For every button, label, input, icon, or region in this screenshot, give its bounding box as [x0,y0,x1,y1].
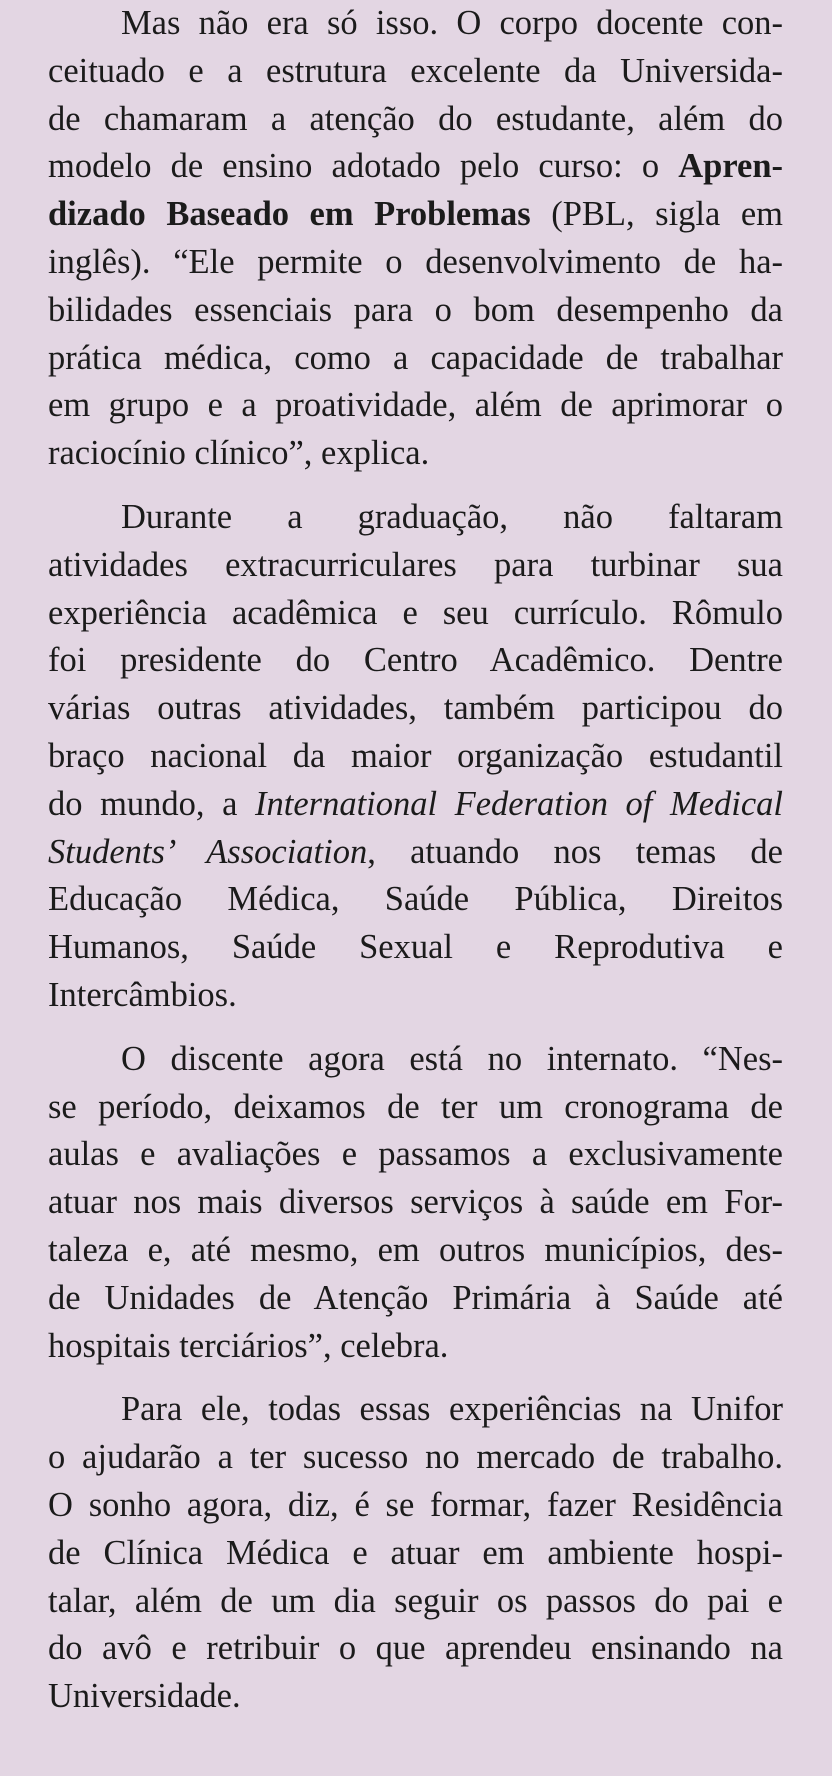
text-line [48,829,783,877]
text-line [48,1227,783,1275]
text-segment: Durante a graduação, não faltaram [121,497,783,536]
text-segment: O sonho agora, diz, é se formar, fazer Residência [48,1485,783,1524]
text-line [48,1673,783,1721]
text-line [48,781,783,829]
text-segment: ceituado e a estrutura excelente da Universida- [48,51,783,90]
text-line [48,191,783,239]
text-segment: em grupo e a proatividade, além de aprimorar o [48,386,783,425]
text-line [48,1275,783,1323]
paragraph [48,494,783,1020]
text-segment: Humanos, Saúde Sexual e Reprodutiva e [48,928,783,967]
text-segment: aulas e avaliações e passamos a exclusivamente [48,1135,783,1174]
text-segment: Intercâmbios. [48,975,237,1014]
text-line [48,382,783,430]
text-segment: Universidade. [48,1677,241,1716]
text-segment: talar, além de um dia seguir os passos do pai e [48,1581,783,1620]
italic-text: Students’ Association [48,832,368,871]
text-segment: de Clínica Médica e atuar em ambiente hospi- [48,1533,783,1572]
text-line [48,1179,783,1227]
article-body [48,0,783,1737]
text-line [48,590,783,638]
paragraph [48,0,783,478]
text-line [48,48,783,96]
text-line [48,1530,783,1578]
text-line [48,1084,783,1132]
text-segment: prática médica, como a capacidade de trabalhar [48,338,783,377]
bold-text: Apren- [678,147,783,186]
text-line [48,876,783,924]
text-segment: O discente agora está no internato. “Nes- [121,1039,783,1078]
text-line [48,0,783,48]
text-segment: hospitais terciários”, celebra. [48,1326,449,1365]
text-line [48,637,783,685]
text-segment: atividades extracurriculares para turbinar sua [48,545,783,584]
text-segment: modelo de ensino adotado pelo curso: o [48,147,679,186]
text-line [48,1625,783,1673]
paragraph [48,1386,783,1721]
text-line [48,1131,783,1179]
italic-text: International Federation of Medical [255,784,783,823]
text-line [48,143,783,191]
text-line [48,96,783,144]
text-line [48,494,783,542]
text-line [48,430,783,478]
text-segment: do mundo, a [48,784,256,823]
paragraph [48,1036,783,1371]
bold-text: dizado Baseado em Problemas [48,195,531,234]
text-line [48,1434,783,1482]
text-line [48,239,783,287]
text-line [48,1036,783,1084]
text-segment: Educação Médica, Saúde Pública, Direitos [48,880,783,919]
text-line [48,335,783,383]
text-segment: do avô e retribuir o que aprendeu ensinando na [48,1629,783,1668]
text-segment: (PBL, sigla em [530,195,783,234]
text-line [48,685,783,733]
text-line [48,1578,783,1626]
text-line [48,1323,783,1371]
text-segment: inglês). “Ele permite o desenvolvimento de ha- [48,242,783,281]
text-segment: Para ele, todas essas experiências na Unifor [121,1390,783,1429]
text-line [48,287,783,335]
text-line [48,733,783,781]
text-segment: braço nacional da maior organização estudantil [48,736,783,775]
text-segment: bilidades essenciais para o bom desempenho da [48,290,783,329]
text-segment: experiência acadêmica e seu currículo. Rômulo [48,593,783,632]
text-line [48,1482,783,1530]
text-line [48,542,783,590]
text-segment: de chamaram a atenção do estudante, além do [48,99,783,138]
text-line [48,1386,783,1434]
text-segment: de Unidades de Atenção Primária à Saúde até [48,1278,783,1317]
text-segment: , atuando nos temas de [367,832,783,871]
text-line [48,972,783,1020]
text-segment: Mas não era só isso. O corpo docente con- [121,4,783,42]
text-segment: o ajudarão a ter sucesso no mercado de trabalho. [48,1438,783,1477]
text-segment: se período, deixamos de ter um cronograma de [48,1087,783,1126]
text-segment: várias outras atividades, também participou do [48,689,783,728]
text-segment: foi presidente do Centro Acadêmico. Dentre [48,641,783,680]
text-line [48,924,783,972]
text-segment: taleza e, até mesmo, em outros municípios, des- [48,1230,783,1269]
text-segment: raciocínio clínico”, explica. [48,434,430,473]
text-segment: atuar nos mais diversos serviços à saúde em For- [48,1183,783,1222]
